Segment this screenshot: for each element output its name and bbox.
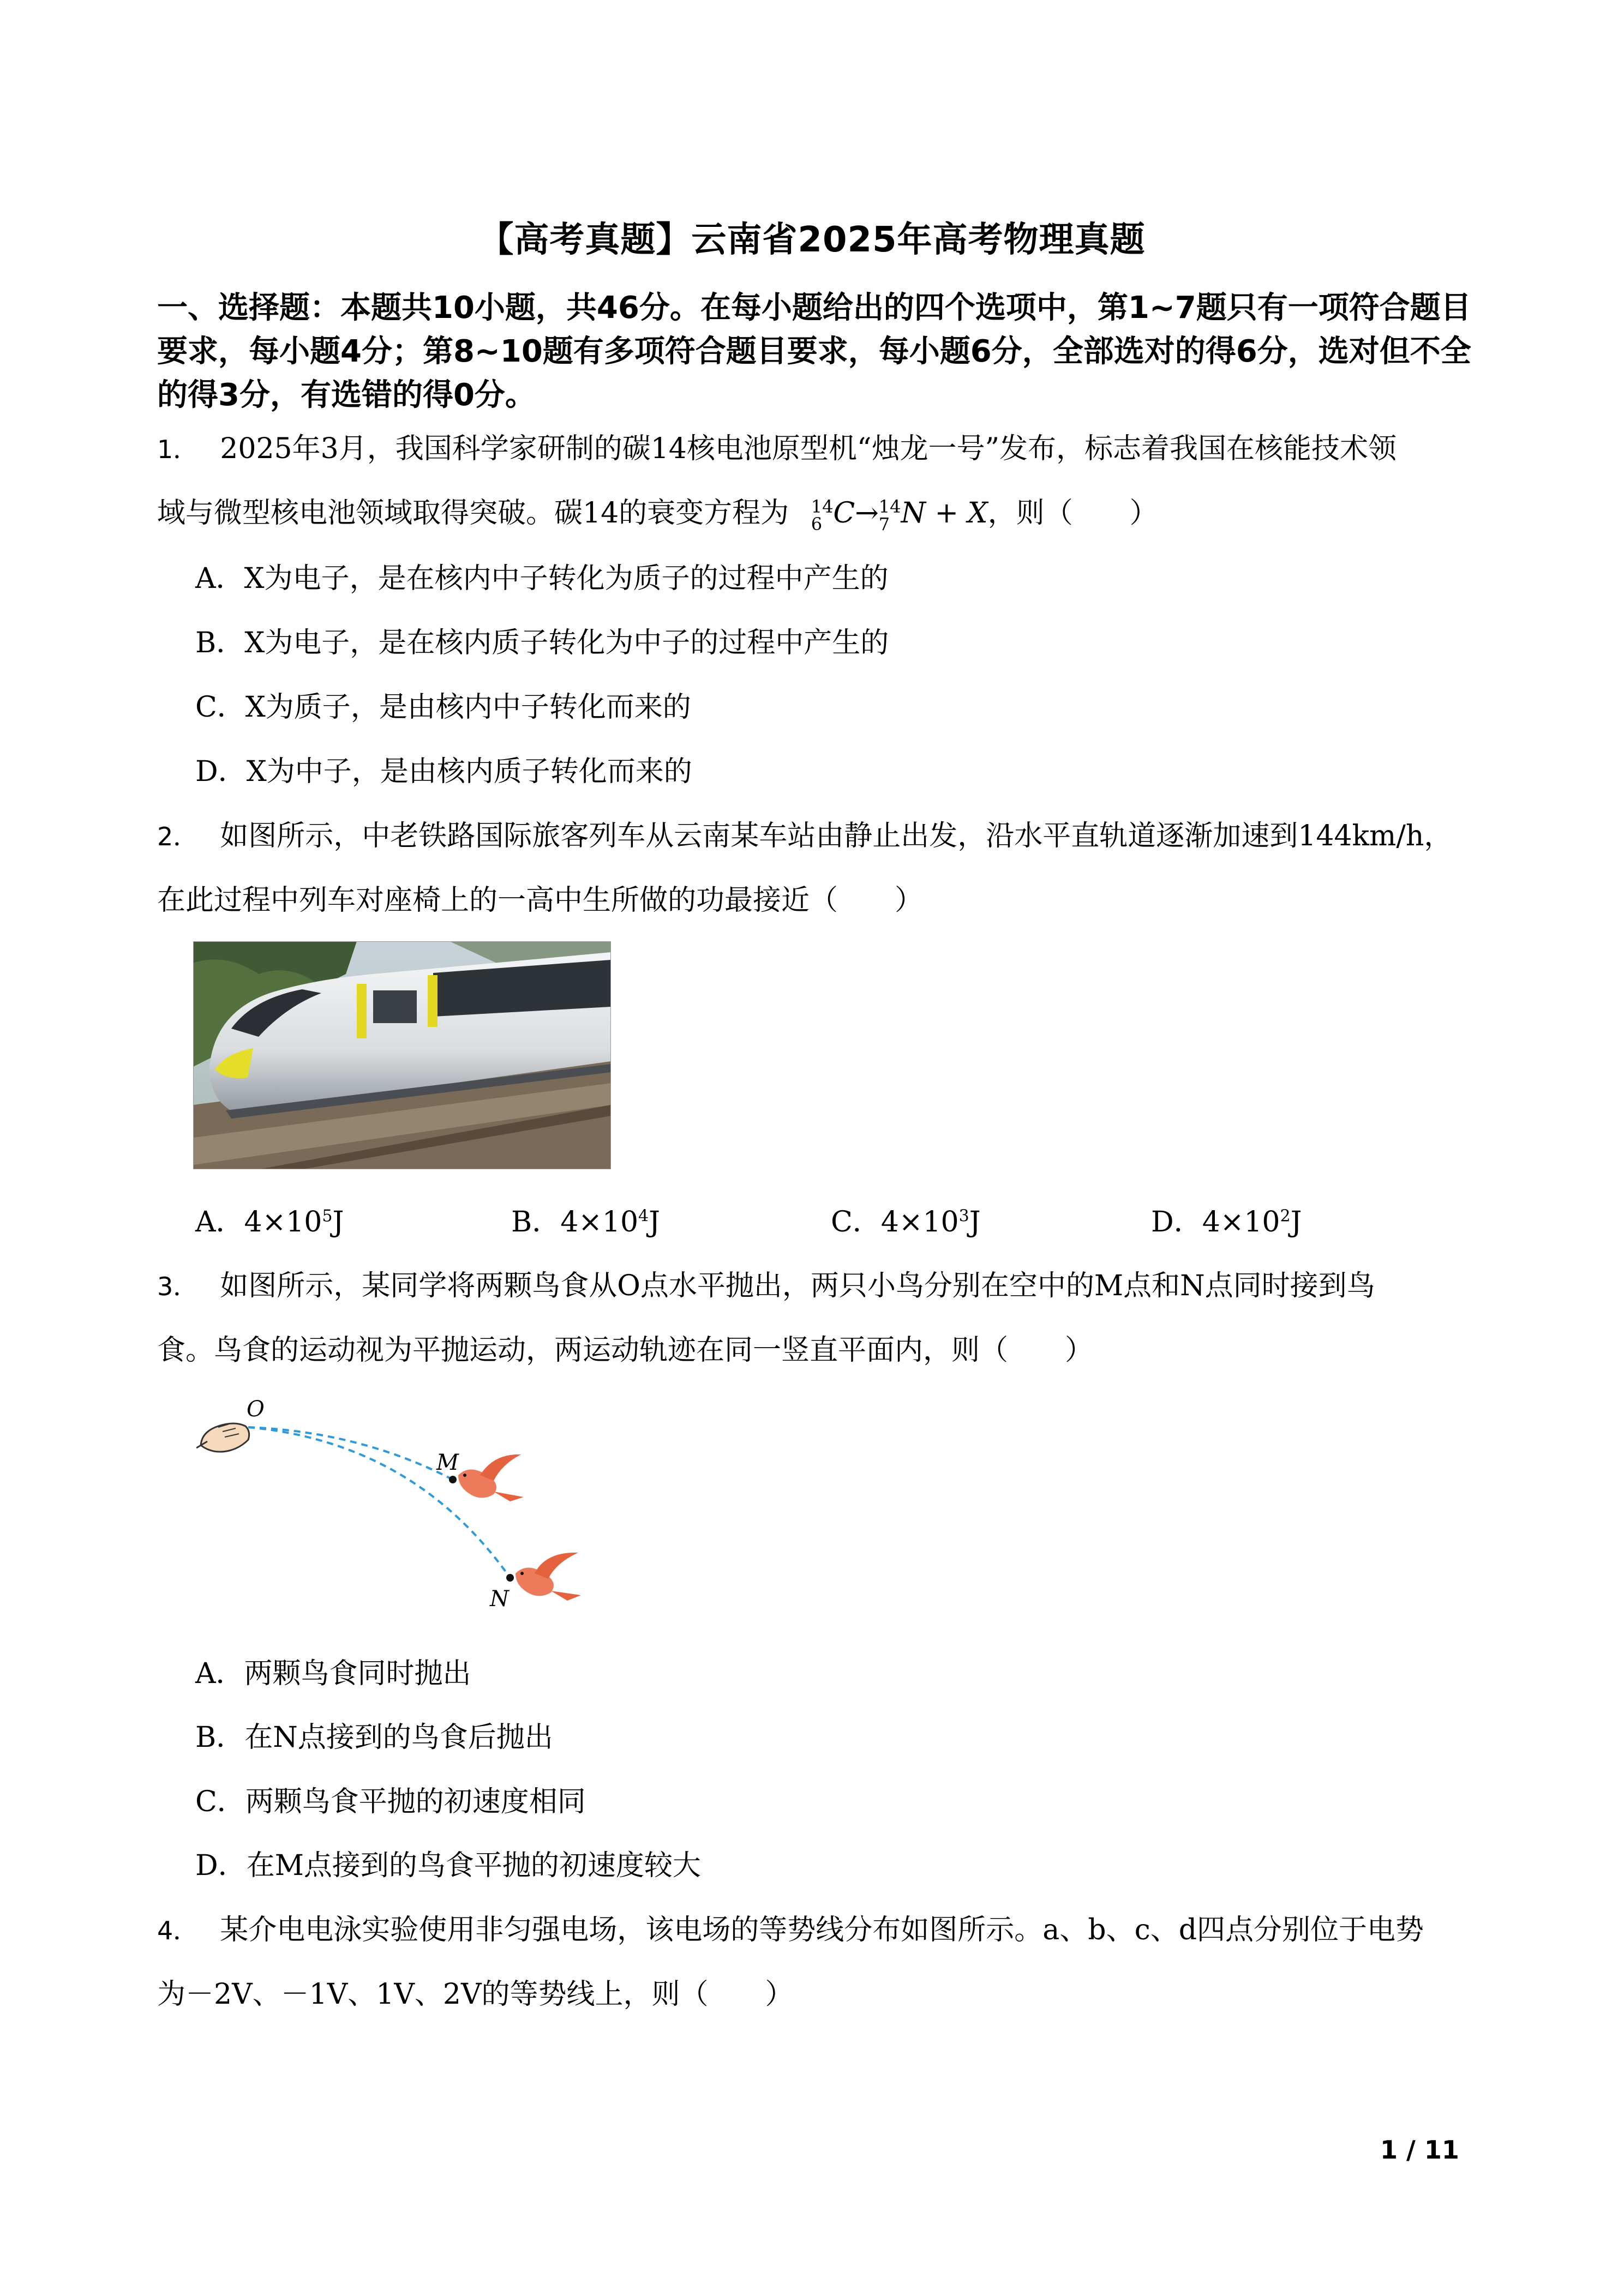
label-m: M xyxy=(436,1450,459,1475)
q4-number: 4． xyxy=(157,1916,199,1945)
eq-rest: + X xyxy=(926,497,988,530)
q1-text1: 2025年3月，我国科学家研制的碳14核电池原型机“烛龙一号”发布，标志着我国在核能技术领 xyxy=(220,432,1397,465)
trajectory-n xyxy=(248,1427,510,1578)
q2-number: 2． xyxy=(157,822,199,851)
arrow-icon: → xyxy=(855,497,879,530)
q2-a-base: A．4×10 xyxy=(195,1206,322,1239)
q4-line1 xyxy=(157,1907,1424,1948)
q2-d-base: D．4×10 xyxy=(1151,1206,1280,1239)
q2-b-base: B．4×10 xyxy=(511,1206,639,1239)
bird-icon xyxy=(516,1553,581,1601)
projectile-figure xyxy=(196,1393,589,1617)
q1-option-c: C．X为质子，是由核内中子转化而来的 xyxy=(195,691,691,724)
q2-option-a xyxy=(195,1199,344,1240)
q2-a-exp: 5 xyxy=(322,1206,333,1226)
train-image xyxy=(193,941,611,1169)
page-number: 1 / 11 xyxy=(1380,2135,1459,2165)
q3-text1: 如图所示，某同学将两颗鸟食从O点水平抛出，两只小鸟分别在空中的M点和N点同时接到鸟 xyxy=(220,1270,1375,1302)
q2-c-exp: 3 xyxy=(958,1206,969,1226)
q2-option-c xyxy=(831,1199,981,1240)
q1-number: 1． xyxy=(157,435,199,464)
section-instructions: 一、选择题：本题共10小题，共46分。在每小题给出的四个选项中，第1~7题只有一项符合题目要求，每小题4分；第8~10题有多项符合题目要求，每小题6分，全部选对的得6分，选对但不全的得3分，有选错的得0分。 xyxy=(157,290,1471,413)
q2-line1 xyxy=(157,813,1452,854)
q1-option-a: A．X为电子，是在核内中子转化为质子的过程中产生的 xyxy=(195,562,889,595)
c-mass-number: 14 xyxy=(811,496,834,517)
q4-line2: 为－2V、－1V、1V、2V的等势线上，则（ ） xyxy=(157,1978,794,2011)
decay-equation xyxy=(811,496,988,534)
q1-option-d: D．X为中子，是由核内质子转化而来的 xyxy=(195,755,692,788)
q2-c-base: C．4×10 xyxy=(831,1206,959,1239)
n-atomic-number: 7 xyxy=(878,513,890,534)
q3-option-a: A．两颗鸟食同时抛出 xyxy=(195,1657,471,1690)
trajectory-m xyxy=(248,1427,453,1480)
q1-text3: ，则（ ） xyxy=(987,497,1158,530)
q3-option-c: C．两颗鸟食平抛的初速度相同 xyxy=(195,1786,586,1818)
label-o: O xyxy=(247,1397,265,1422)
bird-icon xyxy=(458,1454,524,1501)
q2-d-exp: 2 xyxy=(1280,1206,1291,1226)
q2-b-unit: J xyxy=(649,1206,660,1239)
q1-text2: 域与微型核电池领域取得突破。碳14的衰变方程为 xyxy=(157,497,789,530)
q2-line2: 在此过程中列车对座椅上的一高中生所做的功最接近（ ） xyxy=(157,884,924,917)
q4-text1: 某介电电泳实验使用非匀强电场，该电场的等势线分布如图所示。a、b、c、d四点分别位于电势 xyxy=(220,1914,1424,1946)
q2-d-unit: J xyxy=(1290,1206,1302,1239)
point-n xyxy=(506,1574,514,1582)
q1-line1 xyxy=(157,425,1397,466)
point-m xyxy=(449,1476,457,1483)
q2-c-unit: J xyxy=(969,1206,981,1239)
n-mass-number: 14 xyxy=(878,496,901,517)
q3-option-b: B．在N点接到的鸟食后抛出 xyxy=(195,1721,553,1754)
q1-option-b: B．X为电子，是在核内质子转化为中子的过程中产生的 xyxy=(195,627,889,659)
q3-line2: 食。鸟食的运动视为平抛运动，两运动轨迹在同一竖直平面内，则（ ） xyxy=(157,1334,1094,1367)
c-symbol: C xyxy=(833,497,855,530)
q2-option-d xyxy=(1151,1199,1302,1240)
q2-a-unit: J xyxy=(332,1206,344,1239)
page-title: 【高考真题】云南省2025年高考物理真题 xyxy=(478,220,1146,260)
label-n: N xyxy=(490,1586,509,1612)
q2-option-b xyxy=(511,1199,660,1240)
hand-icon xyxy=(196,1423,249,1452)
c-atomic-number: 6 xyxy=(811,513,823,534)
n-symbol: N xyxy=(901,497,926,530)
q1-line2 xyxy=(157,490,1158,533)
q2-text1: 如图所示，中老铁路国际旅客列车从云南某车站由静止出发，沿水平直轨道逐渐加速到144km/h， xyxy=(220,820,1453,852)
q3-option-d: D．在M点接到的鸟食平抛的初速度较大 xyxy=(195,1849,701,1882)
q3-line1 xyxy=(157,1263,1375,1303)
q3-number: 3． xyxy=(157,1272,199,1301)
q2-b-exp: 4 xyxy=(638,1206,649,1226)
